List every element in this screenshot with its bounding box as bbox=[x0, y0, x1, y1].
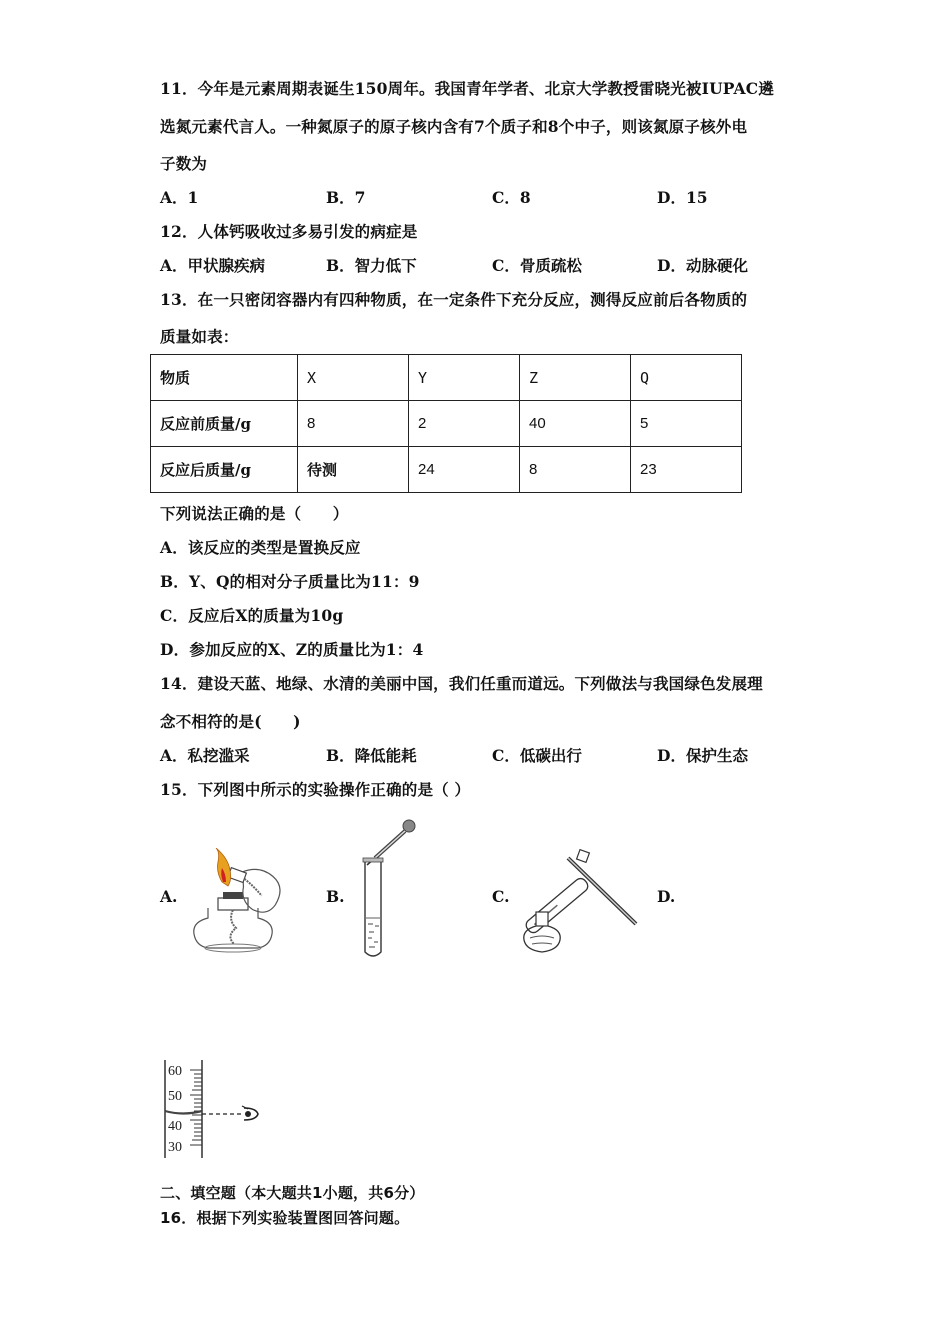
q11-stem-line2: 选氮元素代言人。一种氮原子的原子核内含有7个质子和8个中子，则该氮原子核外电 bbox=[160, 117, 748, 136]
q11-stem-line1: 11．今年是元素周期表诞生150周年。我国青年学者、北京大学教授雷晓光被IUPAC遴 bbox=[160, 79, 774, 98]
q15-option-d[interactable]: D. bbox=[657, 887, 676, 906]
q15-option-c[interactable]: C. bbox=[492, 887, 510, 906]
table-cell: 反应前质量/g bbox=[151, 401, 298, 447]
table-cell: 8 bbox=[520, 447, 631, 493]
table-header-cell: 物质 bbox=[151, 355, 298, 401]
table-row bbox=[151, 401, 742, 447]
q13-stem-line2: 质量如表： bbox=[160, 327, 239, 346]
table-cell: 5 bbox=[631, 401, 742, 447]
q13-prompt: 下列说法正确的是（ ） bbox=[160, 504, 349, 523]
q14-stem-line2: 念不相符的是( ) bbox=[160, 712, 301, 731]
tick-40: 40 bbox=[168, 1119, 182, 1134]
q12-stem: 12．人体钙吸收过多易引发的病症是 bbox=[160, 222, 418, 241]
q15-option-b[interactable]: B. bbox=[326, 887, 345, 906]
q13-option-a[interactable]: A．该反应的类型是置换反应 bbox=[160, 538, 361, 557]
q11-stem-line3: 子数为 bbox=[160, 154, 208, 173]
table-cell: 待测 bbox=[298, 447, 409, 493]
table-cell: 2 bbox=[409, 401, 520, 447]
table-row bbox=[151, 447, 742, 493]
table-header-cell: Y bbox=[409, 355, 520, 401]
q13-option-d[interactable]: D．参加反应的X、Z的质量比为1：4 bbox=[160, 640, 424, 659]
q14-option-b[interactable]: B．降低能耗 bbox=[326, 746, 417, 765]
q11-option-c[interactable]: C．8 bbox=[492, 188, 531, 207]
q14-option-c[interactable]: C．低碳出行 bbox=[492, 746, 582, 765]
q14-stem-line1: 14．建设天蓝、地绿、水清的美丽中国，我们任重而道远。下列做法与我国绿色发展理 bbox=[160, 674, 763, 693]
mass-table bbox=[150, 354, 742, 493]
table-header-row bbox=[151, 355, 742, 401]
q15-option-a[interactable]: A. bbox=[160, 887, 178, 906]
heating-test-tube-icon bbox=[518, 846, 643, 960]
q11-option-d[interactable]: D．15 bbox=[657, 188, 708, 207]
table-cell: 23 bbox=[631, 447, 742, 493]
table-header-cell: X bbox=[298, 355, 409, 401]
table-cell: 反应后质量/g bbox=[151, 447, 298, 493]
q12-option-c[interactable]: C．骨质疏松 bbox=[492, 256, 582, 275]
alcohol-lamp-lighting-icon bbox=[188, 848, 288, 962]
q12-option-b[interactable]: B．智力低下 bbox=[326, 256, 417, 275]
q12-option-a[interactable]: A．甲状腺疾病 bbox=[160, 256, 266, 275]
q15-stem: 15．下列图中所示的实验操作正确的是（ ） bbox=[160, 780, 471, 799]
tick-50: 50 bbox=[168, 1089, 182, 1104]
q13-option-b[interactable]: B．Y、Q的相对分子质量比为11：9 bbox=[160, 572, 420, 591]
q13-option-c[interactable]: C．反应后X的质量为10g bbox=[160, 606, 344, 625]
table-cell: 24 bbox=[409, 447, 520, 493]
dropper-test-tube-icon bbox=[355, 818, 425, 967]
tick-30: 30 bbox=[168, 1140, 182, 1155]
q11-option-b[interactable]: B．7 bbox=[326, 188, 366, 207]
q13-stem-line1: 13．在一只密闭容器内有四种物质，在一定条件下充分反应，测得反应前后各物质的 bbox=[160, 290, 748, 309]
q14-option-a[interactable]: A．私挖滥采 bbox=[160, 746, 250, 765]
table-header-cell: Q bbox=[631, 355, 742, 401]
graduated-cylinder-reading-icon bbox=[160, 1058, 265, 1164]
tick-60: 60 bbox=[168, 1064, 182, 1079]
section-2-title: 二、填空题（本大题共1小题，共6分） bbox=[160, 1184, 425, 1202]
table-cell: 8 bbox=[298, 401, 409, 447]
q11-option-a[interactable]: A．1 bbox=[160, 188, 199, 207]
q12-option-d[interactable]: D．动脉硬化 bbox=[657, 256, 748, 275]
q16-stem: 16．根据下列实验装置图回答问题。 bbox=[160, 1209, 410, 1227]
table-header-cell: Z bbox=[520, 355, 631, 401]
q14-option-d[interactable]: D．保护生态 bbox=[657, 746, 748, 765]
table-cell: 40 bbox=[520, 401, 631, 447]
